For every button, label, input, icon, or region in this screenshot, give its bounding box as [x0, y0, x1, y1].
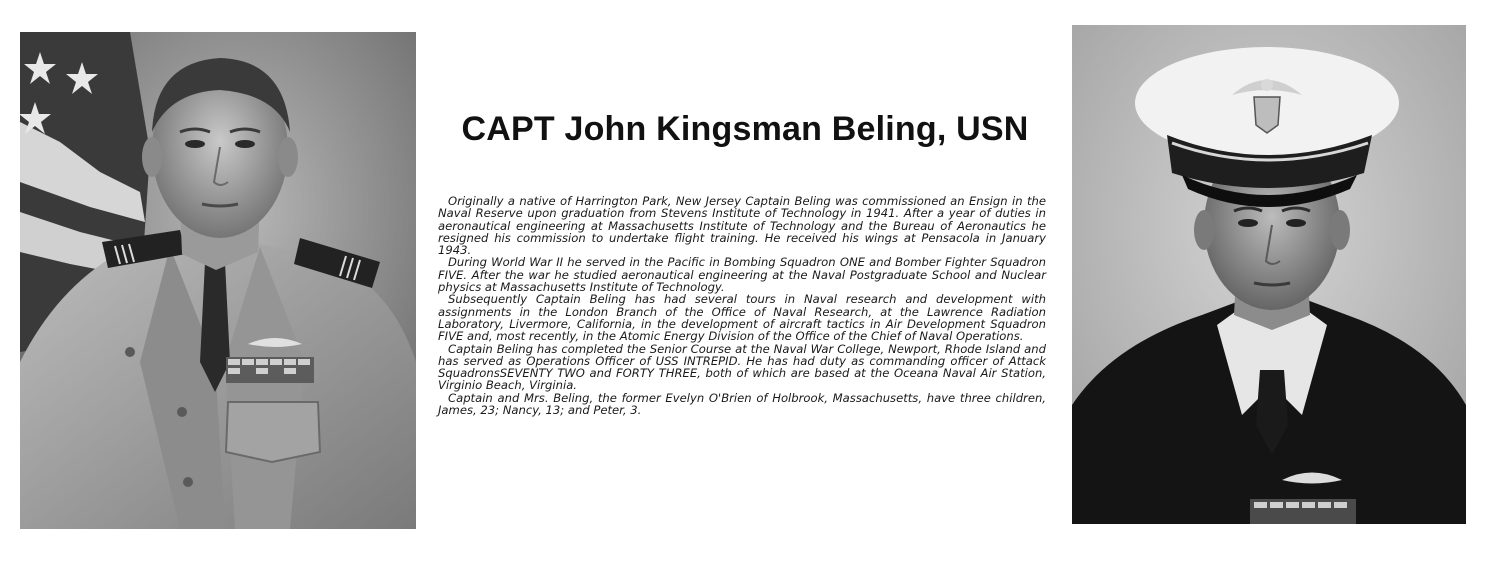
biography — [438, 195, 1046, 416]
bio-paragraph: Subsequently Captain Beling has had several tours in Naval research and development with assignments in the London Branch of the Office of Naval Research, at the Lawrence Radiation Laboratory, Livermore, California, in the development of aircraft tactics in Air Development Squadron FIVE and, most recently, in the Atomic Energy Division of the Office of the Chief of Naval Operations. — [438, 292, 1046, 344]
page-title: CAPT John Kingsman Beling, USN — [461, 110, 1029, 148]
bio-paragraph: Captain and Mrs. Beling, the former Evelyn O'Brien of Holbrook, Massachusetts, have three children, James, 23; Nancy, 13; and Peter, 3. — [438, 390, 1046, 418]
bio-paragraph: During World War II he served in the Pacific in Bombing Squadron ONE and Bomber Fighter Squadron FIVE. After the war he studied aeronautical engineering at the Naval Postgraduate School and Nuclear physics at Massachusetts Institute of Technology. — [438, 255, 1046, 295]
bio-paragraph: Captain Beling has completed the Senior Course at the Naval War College, Newport, Rhode Island and has served as Operations Officer of USS INTREPID. He has had duty as commanding officer of Attack SquadronsSEVENTY TWO and FORTY THREE, both of which are based at the Oceana Naval Air Station, Virginio Beach, Virginia. — [438, 341, 1046, 393]
bio-paragraph: Originally a native of Harrington Park, New Jersey Captain Beling was commissioned an Ensign in the Naval Reserve upon graduation from Stevens Institute of Technology in 1941. After a year of duties in aeronautical engineering at Massachusetts Institute of Technology and the Bureau of Aeronautics he resigned his commission to undertake flight training. He received his wings at Pensacola in January 1943. — [438, 194, 1046, 258]
portrait-dress-blues — [1072, 25, 1466, 524]
portrait-khaki-uniform — [20, 32, 416, 529]
